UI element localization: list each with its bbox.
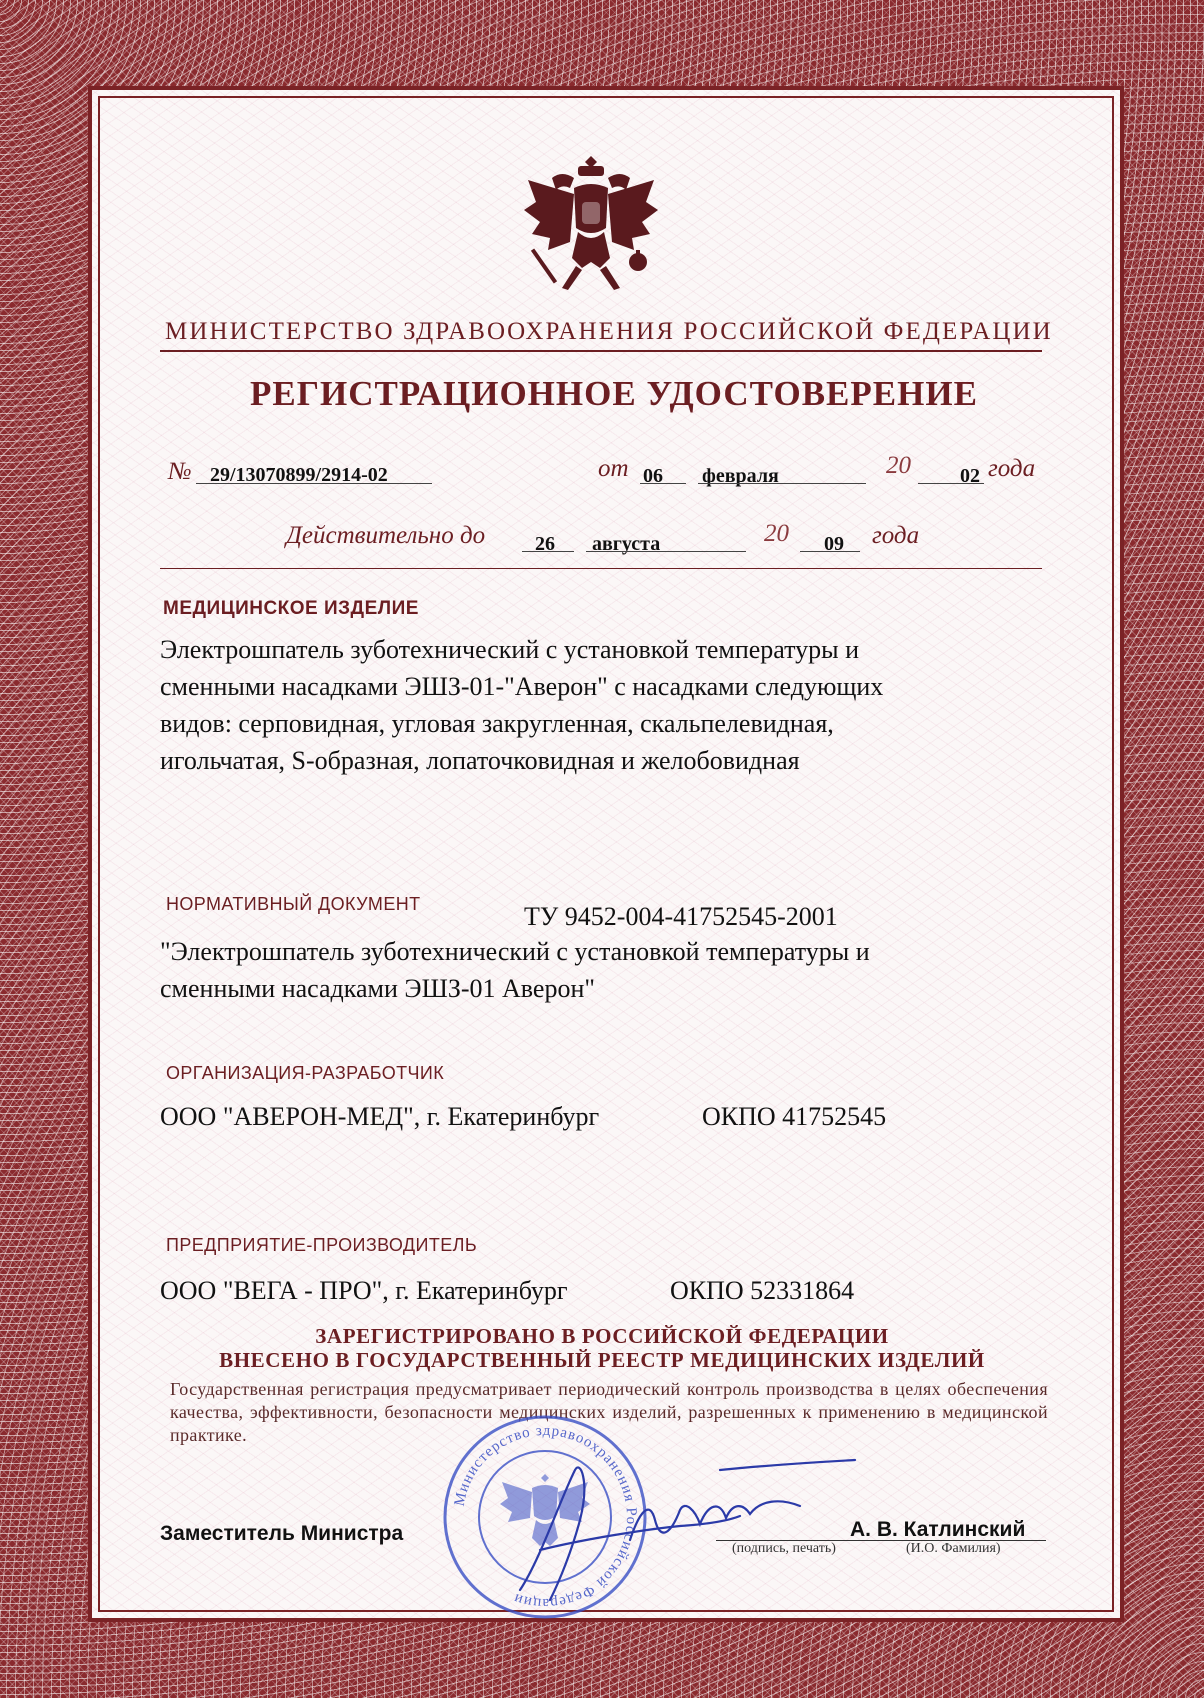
valid-prefix: Действительно до	[286, 522, 486, 549]
issued-year-underline	[918, 483, 984, 484]
issued-month: февраля	[702, 465, 779, 487]
device-line: игольчатая, S-образная, лопаточковидная и желобовидная	[160, 746, 800, 775]
normative-label: НОРМАТИВНЫЙ ДОКУМЕНТ	[166, 894, 421, 914]
device-label: МЕДИЦИНСКОЕ ИЗДЕЛИЕ	[163, 598, 419, 619]
registered-line-2: ВНЕСЕНО В ГОСУДАРСТВЕННЫЙ РЕЕСТР МЕДИЦИНСКИХ ИЗДЕЛИЙ	[219, 1348, 985, 1372]
issued-prefix: от	[598, 455, 629, 482]
device-line: сменными насадками ЭШЗ-01-"Аверон" с насадками следующих	[160, 672, 884, 701]
manufacturer-label: ПРЕДПРИЯТИЕ-ПРОИЗВОДИТЕЛЬ	[166, 1235, 478, 1255]
number-prefix: №	[168, 458, 192, 485]
issued-year: 02	[960, 465, 980, 487]
issued-suffix: года	[988, 455, 1036, 482]
normative-title	[160, 933, 870, 1007]
developer-okpo: ОКПО 41752545	[702, 1102, 887, 1131]
document-title: РЕГИСТРАЦИОННОЕ УДОСТОВЕРЕНИЕ	[250, 374, 978, 413]
ministry-name: МИНИСТЕРСТВО ЗДРАВООХРАНЕНИЯ РОССИЙСКОЙ ФЕДЕРАЦИИ	[165, 318, 1053, 345]
issued-century: 20	[886, 452, 911, 479]
issued-day: 06	[643, 465, 663, 487]
normative-code: ТУ 9452-004-41752545-2001	[524, 902, 838, 931]
certificate-number: 29/13070899/2914-02	[210, 464, 388, 486]
device-line: видов: серповидная, угловая закругленная, скальпелевидная,	[160, 709, 834, 738]
issued-day-underline	[640, 483, 686, 484]
ministry-underline	[160, 350, 1042, 352]
developer-label: ОРГАНИЗАЦИЯ-РАЗРАБОТЧИК	[166, 1063, 445, 1083]
normative-line: сменными насадками ЭШЗ-01 Аверон"	[160, 974, 595, 1003]
registration-note: Государственная регистрация предусматривает периодический контроль производства в целях обеспечения качества, эффективности, безопасности медицинских изделий, разрешенных к применению в медицинской практике.	[170, 1379, 1048, 1445]
valid-suffix: года	[872, 522, 920, 549]
signer-position: Заместитель Министра	[160, 1522, 404, 1545]
issued-month-underline	[698, 483, 866, 484]
signer-name: А. В. Катлинский	[850, 1518, 1026, 1541]
device-line: Электрошпатель зуботехнический с установкой температуры и	[160, 635, 860, 664]
developer-name: ООО "АВЕРОН-МЕД", г. Екатеринбург	[160, 1102, 600, 1131]
header-divider	[160, 568, 1042, 569]
registered-line-1: ЗАРЕГИСТРИРОВАНО В РОССИЙСКОЙ ФЕДЕРАЦИИ	[315, 1324, 889, 1348]
valid-year-underline	[800, 551, 860, 552]
valid-year: 09	[824, 533, 844, 555]
handwritten-signature	[480, 1440, 860, 1630]
double-headed-eagle-icon	[522, 150, 660, 298]
number-underline	[196, 483, 432, 484]
signature-hint: (подпись, печать)	[732, 1541, 836, 1556]
valid-day: 26	[535, 533, 555, 555]
manufacturer-okpo: ОКПО 52331864	[670, 1276, 855, 1305]
valid-day-underline	[522, 551, 574, 552]
svg-text:Министерство здравоохранения Р: Министерство здравоохранения Российской Федерации	[451, 1422, 640, 1612]
valid-month: августа	[592, 533, 661, 555]
device-description	[160, 631, 883, 779]
valid-month-underline	[586, 551, 746, 552]
valid-century: 20	[764, 520, 789, 547]
manufacturer-name: ООО "ВЕГА - ПРО", г. Екатеринбург	[160, 1276, 568, 1305]
normative-line: "Электрошпатель зуботехнический с установкой температуры и	[160, 937, 870, 966]
name-hint: (И.О. Фамилия)	[906, 1541, 1001, 1556]
